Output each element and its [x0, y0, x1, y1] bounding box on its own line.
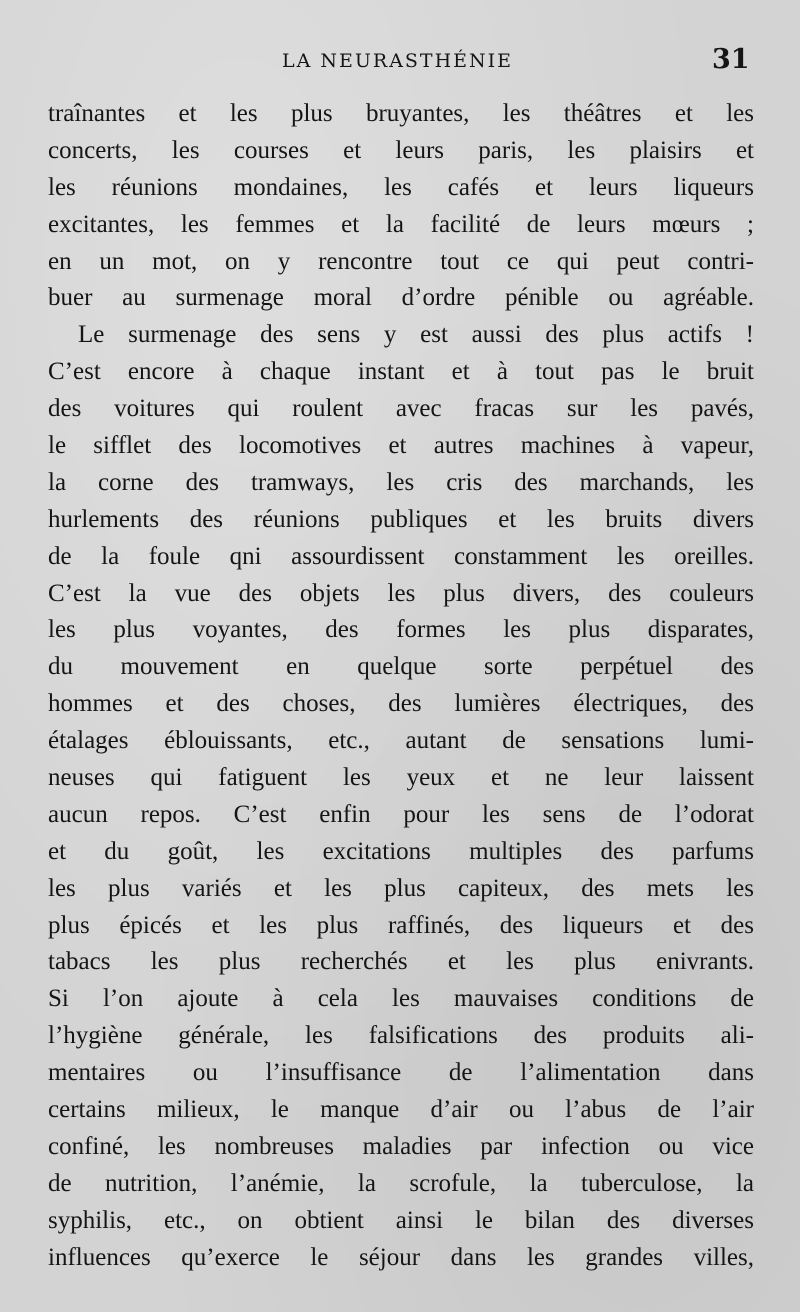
text-line: buer au surmenage moral d’ordre pénible ou agréable.: [48, 284, 754, 312]
running-head: [0, 44, 800, 80]
text-line: plus épicés et les plus raffinés, des liqueurs et des: [48, 911, 754, 939]
text-line: concerts, les courses et leurs paris, les plaisirs et: [48, 136, 754, 164]
text-line: la corne des tramways, les cris des marchands, les: [48, 468, 754, 496]
text-line: C’est encore à chaque instant et à tout pas le bruit: [48, 358, 754, 386]
text-line: de nutrition, l’anémie, la scrofule, la tuberculose, la: [48, 1169, 754, 1197]
text-line: syphilis, etc., on obtient ainsi le bilan des diverses: [48, 1206, 754, 1234]
text-line: le sifflet des locomotives et autres machines à vapeur,: [48, 432, 754, 460]
text-line: hommes et des choses, des lumières électriques, des: [48, 690, 754, 718]
text-line: l’hygiène générale, les falsifications des produits ali-: [48, 1022, 754, 1050]
text-line: les plus variés et les plus capiteux, des mets les: [48, 874, 754, 902]
text-line: mentaires ou l’insuffisance de l’alimentation dans: [48, 1059, 754, 1087]
text-line: de la foule qni assourdissent constamment les oreilles.: [48, 542, 754, 570]
page-number: 31: [712, 44, 750, 75]
text-line: les plus voyantes, des formes les plus disparates,: [48, 616, 754, 644]
text-line: traînantes et les plus bruyantes, les théâtres et les: [48, 100, 754, 127]
paragraph-start-line: Le surmenage des sens y est aussi des plus actifs !: [78, 321, 754, 349]
text-line: tabacs les plus recherchés et les plus enivrants.: [48, 948, 754, 976]
body-text: [48, 96, 754, 1277]
text-line: influences qu’exerce le séjour dans les grandes villes,: [48, 1243, 754, 1271]
text-line: en un mot, on y rencontre tout ce qui peut contri-: [48, 247, 754, 275]
text-line: C’est la vue des objets les plus divers, des couleurs: [48, 579, 754, 607]
running-head-title: LA NEURASTHÉNIE: [282, 50, 514, 72]
text-line: neuses qui fatiguent les yeux et ne leur laissent: [48, 764, 754, 792]
text-line: certains milieux, le manque d’air ou l’abus de l’air: [48, 1096, 754, 1124]
text-line: étalages éblouissants, etc., autant de sensations lumi-: [48, 727, 754, 755]
text-line: des voitures qui roulent avec fracas sur les pavés,: [48, 395, 754, 423]
text-line: du mouvement en quelque sorte perpétuel des: [48, 653, 754, 681]
text-line: excitantes, les femmes et la facilité de leurs mœurs ;: [48, 210, 754, 238]
text-line: aucun repos. C’est enfin pour les sens de l’odorat: [48, 800, 754, 828]
text-line: et du goût, les excitations multiples des parfums: [48, 837, 754, 865]
text-line: Si l’on ajoute à cela les mauvaises conditions de: [48, 985, 754, 1013]
text-line: les réunions mondaines, les cafés et leurs liqueurs: [48, 173, 754, 201]
text-line: hurlements des réunions publiques et les bruits divers: [48, 505, 754, 533]
text-line: confiné, les nombreuses maladies par infection ou vice: [48, 1132, 754, 1160]
